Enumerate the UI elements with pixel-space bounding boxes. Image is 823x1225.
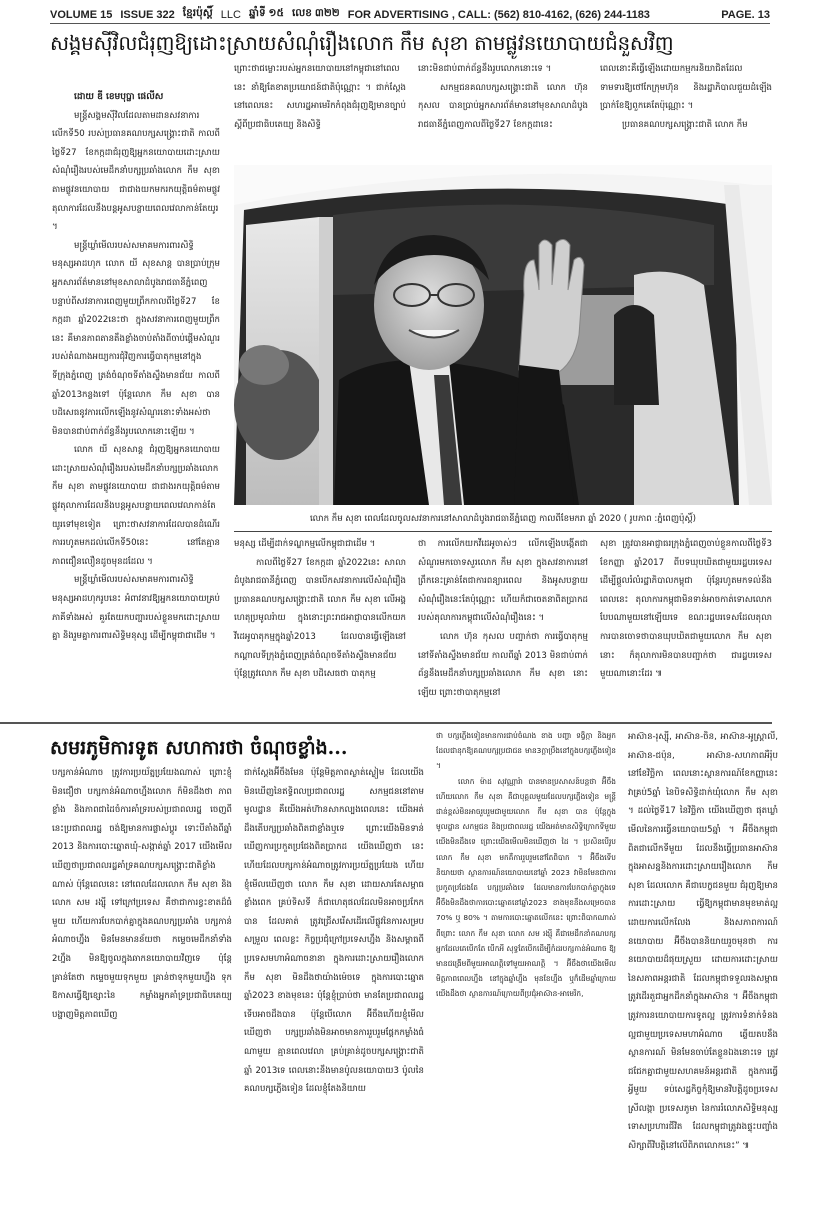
paragraph: អាស៊ាន-រុស្ស៊ី, អាស៊ាន-ចិន, អាស៊ាន-អូស្ត្រាលី, អាស៊ាន-ជប៉ុន, អាស៊ាន-សហភាពអឺរ៉ុប នៅខែវិច្ឆិកា ពេលនោះស្ថានការណ៍ខែកញ្ញានេះ វាគ្រប់5ឆ្នាំ នៃបិទសិទ្ធិដាក់ឃុំលោក កឹម សុខា ។ ដល់ថ្ងៃទី17 នៃវិច្ឆិកា យើងឃើញថា ផុតឃ្លាំមើលនៃការធ្វើនយោបាយ5ឆ្នាំ ។ អ៊ីចឹងកម្ពុជាពិតជាលើកទីមួយ ដែលនឹងធ្វើប្រធានអាស៊ាន ក្នុងអាសន្ននិងការដោះស្រាយរឿងលោក កឹម សុខា ដែលលោក គឺជាបេក្ខជនមួយ ជំរុញឱ្យមានការដោះស្រាយ ធ្វើឱ្យកម្ពុជាមានមុខមាត់ល្អ ដោយការលើកលែង និងសភាពការណ៍នយោបាយ អ៊ីចឹងបាននិយាយរួចមុនថា ការនយោបាយដ៏ផុយស្រួយ ដោយការដោះស្រាយនៃសភាពអន្តរជាតិ ដែលកម្ពុជាទទួលរងសម្ពាធ ត្រូវដើរតួជាអ្នកដឹកនាំក្នុងអាស៊ាន ។ អ៊ីចឹងកម្ពុជាត្រូវការនយោបាយការទូតល្អ ត្រូវការទំនាក់ទំនងល្អជាមួយប្រទេសមហាអំណាច ឆ្លើយតបនឹងស្ថានការណ៍ មិនមែនចាប់តែខ្លួនឯងនោះទេ ត្រូវជជែកគ្នាជាមួយសហគមន៍អន្តរជាតិ ក្នុងការធ្វើអ្វីមួយ ទប់សេដ្ឋកិច្ចកុំឱ្យមានវិបត្តិដូចប្រទេសស្រីលង្កា ប្រទេសភូមា នៃការរំលោភសិទ្ធិមនុស្ស ទោសប្រហារជីវិត ដែលកម្ពុជាត្រូវរងផ្ទុះបញ្ចាំងសិក្សាពីវិបត្តិនៅលើពិភពលោកនេះ” ៕ — [628, 732, 778, 1152]
article1-headline: សង្គមស៊ីវិលជំរុញឱ្យដោះស្រាយសំណុំរឿងលោក កឹម សុខា តាមផ្លូវនយោបាយជំនួសវិញ — [50, 31, 674, 55]
article2-column-2 — [244, 764, 424, 1119]
paragraph: ព្រោះថាជម្លោះរបស់អ្នកនយោបាយនៅកម្ពុជានៅពេលនេះ នាំឱ្យតែខាតប្រយោជន៍ជាតិប៉ុណ្ណោះ ។ ជាក់ស្តែងនៅពេលនេះ សហរដ្ឋអាមេរិកកំពុងជំរុញឱ្យមានច្បាប់ស្តីពីប្រជាធិបតេយ្យ និងសិទ្ធិ — [234, 64, 406, 130]
photo-caption: លោក កឹម សុខា ពេលដែលចូលសវនាការនៅសាលាដំបូងរាជធានីភ្នំពេញ កាលពីខែមករា ឆ្នាំ 2020 ( រូបភាព :ភ្នំពេញប៉ុស្តិ៍) — [234, 508, 772, 532]
article1-column-2-bottom — [234, 535, 406, 721]
advertising-info: FOR ADVERTISING , CALL: (562) 810-4162, (626) 244-1183 — [347, 8, 650, 21]
masthead — [50, 6, 770, 24]
paper-name: ខ្មែរប៉ុស្ដិ៍ — [182, 7, 213, 19]
year-khmer: ឆ្នាំទី ១៥ — [248, 7, 284, 19]
paragraph: មន្ត្រីឃ្លាំមើលរបស់សមាគមការពារសិទ្ធិមនុស្សអាដហុករូបនេះ អំពាវនាវឱ្យអ្នកនយោបាយគ្រប់ភាគីទាំងអស់ គួរតែយកបញ្ហារបស់ខ្លួនមកដោះស្រាយគ្នា និងរួមគ្នាការពារសិទ្ធិមនុស្ស ដើម្បីកម្ពុជាជាដើម ។ — [52, 575, 220, 642]
article2-column-4 — [628, 728, 778, 1152]
issue-khmer: លេខ ៣២២ — [291, 7, 340, 19]
article2-column-3 — [436, 728, 616, 1128]
paragraph: លោក យី សុខសាន្ត ជំរុញឱ្យអ្នកនយោបាយដោះស្រាយសំណុំរឿងរបស់មេដឹកនាំបក្សប្រឆាំងលោក កឹម សុខា តាមផ្លូវនយោបាយ ជាជាងរកយុត្តិធម៌តាមផ្លូវតុលាការដែលនឹងបន្តអូសបន្លាយពេលវេលាកាន់តែយូរទៅមុខទៀត ព្រោះថាសវនាការដែលបានដំណើរការរហូតមកដល់លើកទី50នេះ នៅតែគ្មានភាពជឿនលឿនដូចមុនដដែល ។ — [52, 445, 220, 567]
paragraph: ពេលនោះគឺធ្វើឡើងដោយកម្មករនិយាជិតដែលទាមទារឱ្យថៅកែក្រុមហ៊ុន និងរដ្ឋាភិបាលជួយដំឡើងប្រាក់ខែឱ្យពួកគេតែប៉ុណ្ណោះ ។ — [600, 64, 772, 112]
article1-column-4-top — [600, 60, 772, 160]
paragraph: សកម្មជនគណបក្សសង្គ្រោះជាតិ លោក ហ៊ុន កុសល បានប្រាប់អ្នកសារព័ត៌មាននៅមុខសាលាដំបូងរាជធានីភ្នំពេញកាលពីថ្ងៃទី27 ខែកក្កដានេះ — [418, 82, 588, 130]
paragraph: នោះមិនជាប់ពាក់ព័ន្ធនឹងរូបលោកនោះទេ ។ — [418, 64, 552, 74]
paragraph: ជាក់ស្តែងអ៊ីចឹងមែន ប៉ុន្តែមិត្តភាពស្ងាត់ស្ងៀម ដែលយើង មិនឃើញនៃឥទ្ធិពលប្រជាពលរដ្ឋ សកម្មជននៅតាមមូលដ្ឋាន គឺយើងអត់ហ៊ានសាកល្បងពេលនេះ យើងអត់ដឹងតើបក្សប្រឆាំងពិតជាខ្លាំងឬទេ ព្រោះយើងមិនទាន់ឃើញការប្រកួតប្រជែងពិតប្រាកដ យើងឃើញថា នេះហើយដែលបក្សកាន់អំណាចត្រូវការប្រយ័ត្នប្រយែង ហើយខ្ញុំមើលឃើញថា លោក កឹម សុខា ដោយសារតែសម្ពាធខ្លាំងពេក គ្រប់ទិសទី ក៏ជាហេតុផលដែលមិនអាចប្រកែកបាន ដែលគាត់ ត្រូវជ្រើសរើសដើរលើផ្លូវនៃការសម្របសម្រួល ពេលខ្លះ កិច្ចប្រជុំក្រៅប្រទេសហ្នឹង និងសម្ពាធពីប្រទេសមហាអំណាចនានា ក្នុងការដោះស្រាយរឿងលោក កឹម សុខា មិនដឹងថាយ៉ាងម៉េចទេ ក្នុងការបោះឆ្នោតឆ្នាំ2023 ខាងមុខនេះ ប៉ុន្តែខ្ញុំប្រាប់ថា មានតែប្រជាពលរដ្ឋ ទើបអាចដឹងបាន ប៉ុន្តែបើលោក អ៊ីចឹងហើយខ្ញុំមើលឃើញថា បក្សប្រឆាំងមិនអាចមានការរួបរួមផ្ដែកកម្លាំងធំណាមួយ គ្មានពេលវេលា គ្រប់គ្រាន់ដូចបក្សសង្គ្រោះជាតិ ឆ្នាំ 2013ទេ ពេលនោះនឹងមានប៉ូលនយោបាយ3 ប៉ូលនៃគណបក្សភ្លើងទៀន ដែលខ្ញុំតែងនិយាយ — [244, 768, 424, 1095]
issue: ISSUE 322 — [120, 8, 175, 21]
paragraph: លោក ម៉ាដ សុវណ្ណារ៉ា បានមានប្រសាសន៍បន្តថា អ៊ីចឹងហើយលោក កឹម សុខា គឺជាបុគ្គលមួយដែលបក្សភ្លើងទៀន មន្ត្រីជាន់ខ្ពស់មិនអាចរួបរួមជាមួយលោក កឹម សុខា បាន ប៉ុន្តែក្នុងមូលដ្ឋាន សកម្មជន និងប្រជាពលរដ្ឋ យើងអត់មានសិទ្ធិក្រោកទីមួយ យើងមិនដឹងទេ ព្រោះយើងមើលមិនឃើញថា ដៃ ។ ប្រសិនបើរូបលោក កឹម សុខា មកគឺការរួបរួមនៅតែពិបាក ។ អ៊ីចឹងទើបនិយាយថា ស្ថានការណ៍នយោបាយនៅឆ្នាំ 2023 វាមិនមែនជាការប្រកួតប្រជែងតែ បក្សប្រឆាំងទេ ដែលមានការបែកបាក់គ្នាក្នុងទេ អ៊ីចឹងមិនដឹងថាការបោះឆ្នោតនៅឆ្នាំ2023 ខាងមុខនឹងសម្រេចបាន 70% ឬ 80% ។ តាមការបោះឆ្នោតលើកនេះ ព្រោះពិបាកណាស់ ពីព្រោះ លោក កឹម សុខា លោក សម រង្ស៊ី គឺជាមេដឹកនាំគណបក្ស អ្នកដែលគេបើកតែ បើកអី សុទ្ធតែបើកដើម្បីកំដរបក្សកាន់អំណាច ឱ្យមានជង្រើមពីមួយអាណត្តិទៅមួយអាណត្តិ ។ អ៊ីចឹងថាយើងមើលមិត្តភាពពេលហ្នឹង នៅក្នុងឆ្នាំហ្នឹង មុនខែហ្នឹង ឬក៏ដើមឆ្នាំក្រោយ យើងដឹងថា ស្ថានការណ៍ក្រោយពីប្រជុំអាស៊ាន-អាមេរិក, — [436, 776, 616, 999]
volume: VOLUME 15 — [50, 8, 113, 21]
article-divider — [0, 722, 772, 724]
article1-column-3-bottom — [418, 535, 588, 721]
paragraph: មន្ត្រីឃ្លាំមើលរបស់សមាគមការពារសិទ្ធិមនុស្សអាដហុក លោក យី សុខសាន្ត បានប្រាប់ក្រុមអ្នកសារព័ត៌មាននៅមុខសាលាដំបូងរាជធានីភ្នំពេញ បន្ទាប់ពីសវនាការពេញមួយព្រឹកកាលពីថ្ងៃទី27 ខែកក្កដា ឆ្នាំ2022នេះថា ក្នុងសវនាការពេញមួយព្រឹកនេះ គឺមានភាពតានតឹងខ្លាំងចាប់តាំងពីចាប់ផ្ដើមសំណួររបស់តំណាងអយ្យការជុំវិញការធ្វើបាតុកម្មនៅក្នុងទីក្រុងភ្នំពេញ ត្រង់ចំណុចទីតាំងស្ទឹងមានជ័យ កាលពីឆ្នាំ2013កន្លងទៅ ប៉ុន្តែលោក កឹម សុខា បានបដិសេធនូវការលើកឡើងនូវសំណួរនោះទាំងអស់ថា មិនបានជាប់ពាក់ព័ន្ធនឹងរូបលោកនោះឡើយ ។ — [52, 240, 220, 437]
article1-column-3-top — [418, 60, 588, 160]
masthead-left — [50, 7, 650, 22]
llc: LLC — [220, 8, 241, 21]
byline: ដោយ ឌី ខេមបុប្ផា ផេលីស — [74, 92, 164, 102]
article2-column-1 — [52, 764, 232, 1119]
article1-column-1 — [52, 88, 220, 718]
article2-headline: សមរភូមិការទូត សហការថា ចំណុចខ្លាំង... — [50, 737, 348, 759]
paragraph: សុខា ត្រូវបានអាជ្ញាធរក្រុងភ្នំពេញចាប់ខ្លួនកាលពីថ្ងៃទី3 ខែកញ្ញា ឆ្នាំ2017 ពីបទឃុបឃិតជាមួយរដ្ឋបរទេស ដើម្បីផ្ដួលរំលំរដ្ឋាភិបាលកម្ពុជា ប៉ុន្តែរហូតមកទល់នឹងពេលនេះ តុលាការកម្ពុជាមិនទាន់អាចកាត់ទោសលោកបែបណាមួយនៅឡើយទេ ខណៈរដ្ឋបរទេសដែលតុលាការបានចោទថាបានឃុបឃិតជាមួយលោក កឹម សុខា នោះ ក៏តុលាការមិនបានបញ្ជាក់ថា ជារដ្ឋបរទេសមួយណានោះដែរ ៕ — [600, 539, 772, 680]
paragraph: មន្ត្រីសង្គមស៊ីវិលដែលតាមដានសវនាការលើកទី50 របស់ប្រធានគណបក្សសង្គ្រោះជាតិ កាលពីថ្ងៃទី27 ខែកក្កដាជំរុញឱ្យអ្នកនយោបាយដោះស្រាយសំណុំរឿងរបស់មេដឹកនាំបក្សប្រឆាំងលោក កឹម សុខា តាមផ្លូវនយោបាយ ជាជាងយកមករកយុត្តិធម៌តាមផ្លូវតុលាការដែលនឹងបន្តអូសបន្លាយពេលវេលាកាន់តែយូរ ។ — [52, 110, 220, 233]
paragraph: ថា ការលើកយកវីដេអូចាស់ៗ លើកឡើងបង្កើតជាសំណួរមកចោទសួរលោក កឹម សុខា ក្នុងសវនាការនៅព្រឹកនេះគ្រាន់តែជាការពន្យារពេល និងអូសបន្លាយសំណុំរឿងនេះតែប៉ុណ្ណោះ ហើយក៏ជាចេតនាពិតប្រាកដរបស់តុលាការកម្ពុជាលើសំណុំរឿងនេះ ។ — [418, 539, 588, 624]
article1-column-2-top — [234, 60, 406, 160]
article1-column-4-bottom — [600, 535, 772, 721]
paragraph: លោក ហ៊ុន កុសល បញ្ជាក់ថា ការធ្វើបាតុកម្មនៅទីតាំងស្ទឹងមានជ័យ កាលពីឆ្នាំ 2013 មិនជាប់ពាក់ព័ន្ធនឹងមេដឹកនាំបក្សប្រឆាំងលោក កឹម សុខា នោះឡើយ ព្រោះថាបាតុកម្មនៅ — [418, 631, 588, 698]
page-number: PAGE. 13 — [721, 8, 770, 21]
article-photo — [234, 165, 772, 505]
paragraph: កាលពីថ្ងៃទី27 ខែកក្កដា ឆ្នាំ2022នេះ សាលាដំបូងរាជធានីភ្នំពេញ បានបើកសវនាការលើសំណុំរឿងប្រធានគណបក្សសង្គ្រោះជាតិ លោក កឹម សុខា លើអង្គហេតុប្រមូលរ៉ាយ ក្នុងនោះព្រះរាជអាជ្ញាបានលើកយកវីដេអូបាតុកម្មក្នុងឆ្នាំ2013 ដែលបានធ្វើឡើងនៅកណ្ដាលទីក្រុងភ្នំពេញត្រង់ចំណុចទីតាំងស្ទឹងមានជ័យ ប៉ុន្តែត្រូវលោក កឹម សុខា បដិសេធថា បាតុកម្ម — [234, 557, 406, 680]
paragraph: បក្សកាន់អំណាច ត្រូវការប្រយ័ត្នប្រយែងណាស់ ព្រោះខ្ញុំមិនជឿថា បក្សកាន់អំណាចហ្នឹងលោក ក៏មិនដឹងថា ភាពខ្លាំង និងភាពជាដៃចំការគាំទ្ររបស់ប្រជាពលរដ្ឋ ចេញពីនេះប្រជាពលរដ្ឋ ចង់ឱ្យមានការផ្លាស់ប្ដូរ ទោះបីតាំងពីឆ្នាំ 2013 និងការបោះឆ្នោតឃុំ-សង្កាត់ឆ្នាំ 2017 យើងមើលឃើញថាប្រជាពលរដ្ឋគាំទ្រគណបក្សសង្គ្រោះជាតិខ្លាំងណាស់ ប៉ុន្តែពេលនេះ នៅពេលដែលលោក កឹម សុខា និងលោក សម រង្ស៊ី ទៅក្រៅប្រទេស គឺថាជាការខ្វះខាតដ៏ធំមួយ ហើយការបែកបាក់គ្នាក្នុងគណបក្សប្រឆាំង បក្សកាន់អំណាចហ្នឹង មិនមែនមានន័យថា កម្ទេចមេដឹកនាំទាំង 2ហ្នឹង មិនឱ្យចូលក្នុងឆាកនយោបាយវិញទេ ប៉ុន្តែគ្រាន់តែថា កម្ទេចមួយទុកមួយ គ្រាន់ថាទុកមួយហ្នឹង ទុកឱកាសធ្វើឱ្យខ្សោះនៃ កម្លាំងអ្នកគាំទ្រប្រជាធិបតេយ្យ បង្ហាញមិត្តភាពឃើញ — [52, 768, 232, 1020]
paragraph: ថា បក្សភ្លើងទៀនមានការជាប់ចំណង ខាង បញ្ហា ទង្វិក្កា និងអ្នកដែលជានុកឱ្យគណបក្សប្រជាជន មាន3ក្ដាប្រឹងនៅក្នុងបក្សភ្លើងទៀន ។ — [436, 731, 616, 771]
paragraph: មនុស្ស ដើម្បីដាក់ទណ្ឌកម្មលើកម្ពុជាជាដើម ។ — [234, 539, 376, 549]
paragraph: ប្រធានគណបក្សសង្គ្រោះជាតិ លោក កឹម — [622, 119, 748, 130]
photo-man-waving-in-car — [234, 165, 772, 505]
